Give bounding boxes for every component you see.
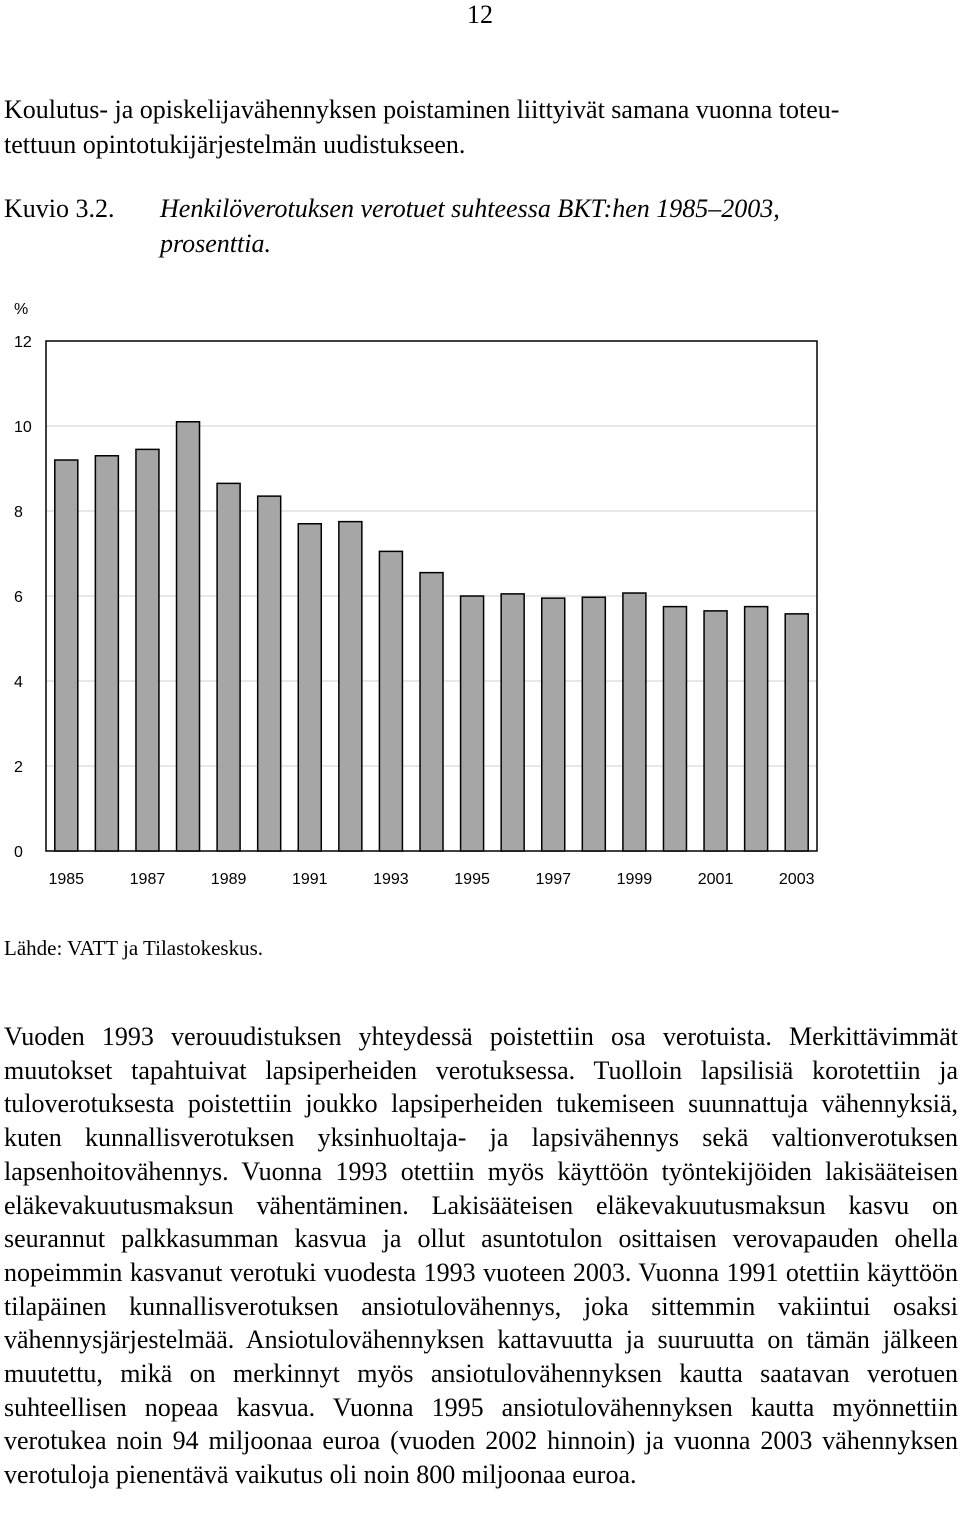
figure-title-line-2: prosenttia. — [160, 229, 271, 258]
x-tick-label: 1991 — [291, 871, 328, 888]
intro-paragraph — [4, 92, 954, 162]
x-tick-label: 1995 — [454, 871, 490, 888]
figure-source: Lähde: VATT ja Tilastokeskus. — [4, 936, 264, 960]
bar-1987 — [136, 449, 159, 851]
body-paragraph: Vuoden 1993 verouudistuksen yhteydessä poistettiin osa verotuista. Merkittävimmät muutokset tapahtuivat lapsiperheiden verotuksessa. Tuolloin lapsilisiä korotettiin ja tuloverotuksesta poistettiin joukko lapsiperheiden tukemiseen suunnattuja vähennyksiä, kuten kunnallisverotuksen yksinhuoltaja- ja lapsivähennys sekä valtionverotuksen lapsenhoitovähennys. Vuonna 1993 otettiin myös käyttöön työntekijöiden lakisääteisen eläkevakuutusmaksun vähentäminen. Lakisääteisen eläkevakuutusmaksun kasvu on seurannut palkkasumman kasvua ja ollut asuntotulon osittaisen verovapauden ohella nopeimmin kasvanut verotuki vuodesta 1993 vuoteen 2003. Vuonna 1991 otettiin käyttöön tilapäinen kunnallisverotuksen ansiotulovähennys, joka sittemmin vakiintui osaksi vähennysjärjestelmää. Ansiotulovähennyksen kattavuutta ja suuruutta on tämän jälkeen muutettu, mikä on merkinnyt myös ansiotulovähennyksen kautta saatavan verotuen suhteellisen nopeaa kasvua. Vuonna 1995 ansiotulovähennyksen kautta myönnettiin verotukea noin 94 miljoonaa euroa (vuoden 2002 hinnoin) ja vuonna 2003 vähennyksen verotuloja pienentävä vaikutus oli noin 800 miljoonaa euroa. — [4, 1022, 958, 1490]
bar-2000 — [663, 607, 686, 851]
chart-bars — [55, 422, 808, 851]
bar-1986 — [95, 456, 118, 851]
figure-number: Kuvio 3.2. — [4, 194, 115, 223]
x-tick-label: 2001 — [697, 871, 734, 888]
x-tick-label: 1999 — [616, 871, 653, 888]
y-tick-label: 2 — [14, 759, 23, 776]
x-tick-labels — [48, 871, 814, 888]
x-tick-label: 2003 — [778, 871, 815, 888]
bar-1992 — [339, 522, 362, 851]
y-tick-label: 10 — [14, 419, 32, 436]
x-tick-label: 1987 — [129, 871, 166, 888]
bar-1999 — [623, 593, 646, 851]
bar-2001 — [704, 611, 727, 851]
figure-title — [160, 191, 950, 261]
y-tick-label: 0 — [14, 844, 23, 861]
y-tick-labels — [14, 334, 32, 861]
y-tick-label: 6 — [14, 589, 23, 606]
bar-1985 — [55, 460, 78, 851]
y-tick-label: 4 — [14, 674, 23, 691]
bar-1990 — [258, 496, 281, 851]
figure-title-line-1: Henkilöverotuksen verotuet suhteessa BKT:hen 1985–2003, — [160, 194, 780, 223]
y-axis-label: % — [14, 301, 29, 318]
x-tick-label: 1997 — [535, 871, 572, 888]
bar-1996 — [501, 594, 524, 851]
bar-1994 — [420, 573, 443, 851]
bar-chart — [0, 290, 960, 900]
bar-1993 — [379, 551, 402, 851]
bar-1991 — [298, 524, 321, 851]
page-number: 12 — [467, 0, 493, 29]
bar-1997 — [542, 598, 565, 851]
bar-1989 — [217, 483, 240, 851]
bar-1998 — [582, 597, 605, 851]
bar-1995 — [461, 596, 484, 851]
bar-2002 — [745, 607, 768, 851]
y-tick-label: 8 — [14, 504, 23, 521]
y-tick-label: 12 — [14, 334, 32, 351]
x-tick-label: 1993 — [373, 871, 409, 888]
intro-line-1: Koulutus- ja opiskelijavähennyksen poistaminen liittyivät samana vuonna toteu- — [4, 95, 840, 124]
intro-line-2: tettuun opintotukijärjestelmän uudistukseen. — [4, 130, 466, 159]
x-tick-label: 1985 — [48, 871, 85, 888]
bar-1988 — [177, 422, 200, 851]
bar-2003 — [785, 614, 808, 851]
x-tick-label: 1989 — [210, 871, 247, 888]
